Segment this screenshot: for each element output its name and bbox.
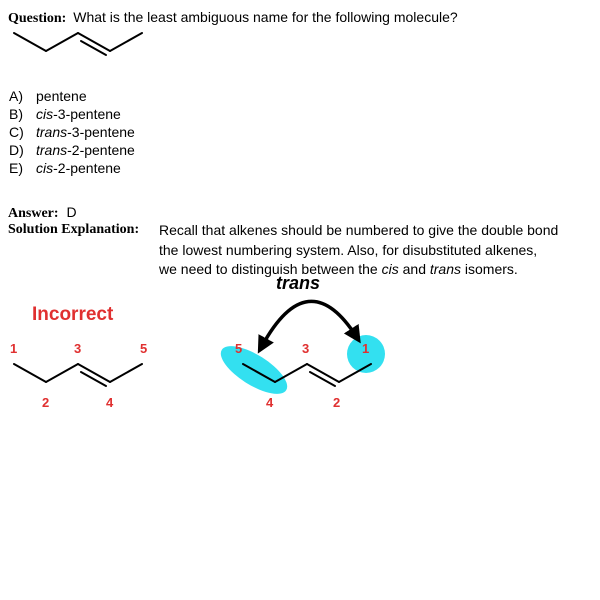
correct-number-c2: 2: [333, 395, 341, 410]
solution-cis: cis: [381, 261, 399, 277]
solution-text-part: and: [398, 261, 430, 277]
option-name: [36, 141, 135, 159]
option-letter: C): [9, 124, 24, 140]
option-prefix: trans: [36, 124, 68, 140]
option-suffix: -2-pentene: [67, 142, 135, 158]
option-letter: D): [9, 142, 24, 158]
option-e: [9, 159, 135, 177]
answer-options: [9, 87, 135, 177]
solution-text-part: we need to distinguish between the: [159, 261, 382, 277]
answer-label: Answer:: [8, 206, 59, 221]
correct-number-c5: 5: [235, 341, 243, 356]
option-letter: E): [9, 160, 23, 176]
option-a: [9, 87, 135, 105]
solution-line-2: the lowest numbering system. Also, for disubstituted alkenes,: [159, 241, 538, 258]
incorrect-number-c5: 5: [140, 341, 148, 356]
question-text: What is the least ambiguous name for the following molecule?: [73, 9, 458, 25]
bond: [46, 33, 78, 51]
solution-trans: trans: [429, 261, 461, 277]
solution-label: Solution Explanation:: [8, 222, 140, 237]
bond: [110, 33, 142, 51]
option-name: [36, 105, 121, 123]
option-prefix: cis: [36, 160, 54, 176]
incorrect-number-c3: 3: [74, 341, 82, 356]
option-suffix: -2-pentene: [53, 160, 121, 176]
bond: [46, 364, 78, 382]
option-letter: B): [9, 106, 23, 122]
solution-line-1: Recall that alkenes should be numbered to give the double bond: [159, 222, 559, 238]
trans-arrow: [262, 301, 356, 346]
solution-line-3: [159, 260, 558, 280]
double-bond-line: [81, 372, 106, 386]
correct-number-c3: 3: [302, 341, 310, 356]
option-name: [36, 123, 135, 141]
solution-text: [159, 221, 558, 280]
option-d: [9, 141, 135, 159]
option-prefix: trans: [36, 142, 68, 158]
incorrect-molecule: [14, 364, 142, 386]
bond: [110, 364, 142, 382]
correct-number-c4: 4: [266, 395, 274, 410]
answer-line: [8, 204, 77, 222]
option-name: [36, 87, 87, 105]
correct-number-c1: 1: [362, 341, 370, 356]
option-c: [9, 123, 135, 141]
option-letter: A): [9, 88, 23, 104]
answer-value: D: [66, 204, 77, 220]
double-bond-line: [310, 372, 335, 386]
question-molecule: [14, 33, 142, 55]
solution-text-part: isomers.: [461, 261, 518, 277]
bond: [14, 33, 46, 51]
trans-label: trans: [276, 273, 321, 293]
incorrect-number-c2: 2: [42, 395, 50, 410]
bond: [14, 364, 46, 382]
option-suffix: pentene: [36, 88, 87, 104]
double-bond-line: [81, 41, 106, 55]
option-prefix: cis: [36, 106, 54, 122]
incorrect-label: Incorrect: [32, 304, 114, 325]
incorrect-number-c4: 4: [106, 395, 114, 410]
incorrect-number-c1: 1: [10, 341, 18, 356]
option-b: [9, 105, 135, 123]
option-suffix: -3-pentene: [53, 106, 121, 122]
option-suffix: -3-pentene: [67, 124, 135, 140]
option-name: [36, 159, 121, 177]
question-label: Question:: [8, 11, 67, 26]
